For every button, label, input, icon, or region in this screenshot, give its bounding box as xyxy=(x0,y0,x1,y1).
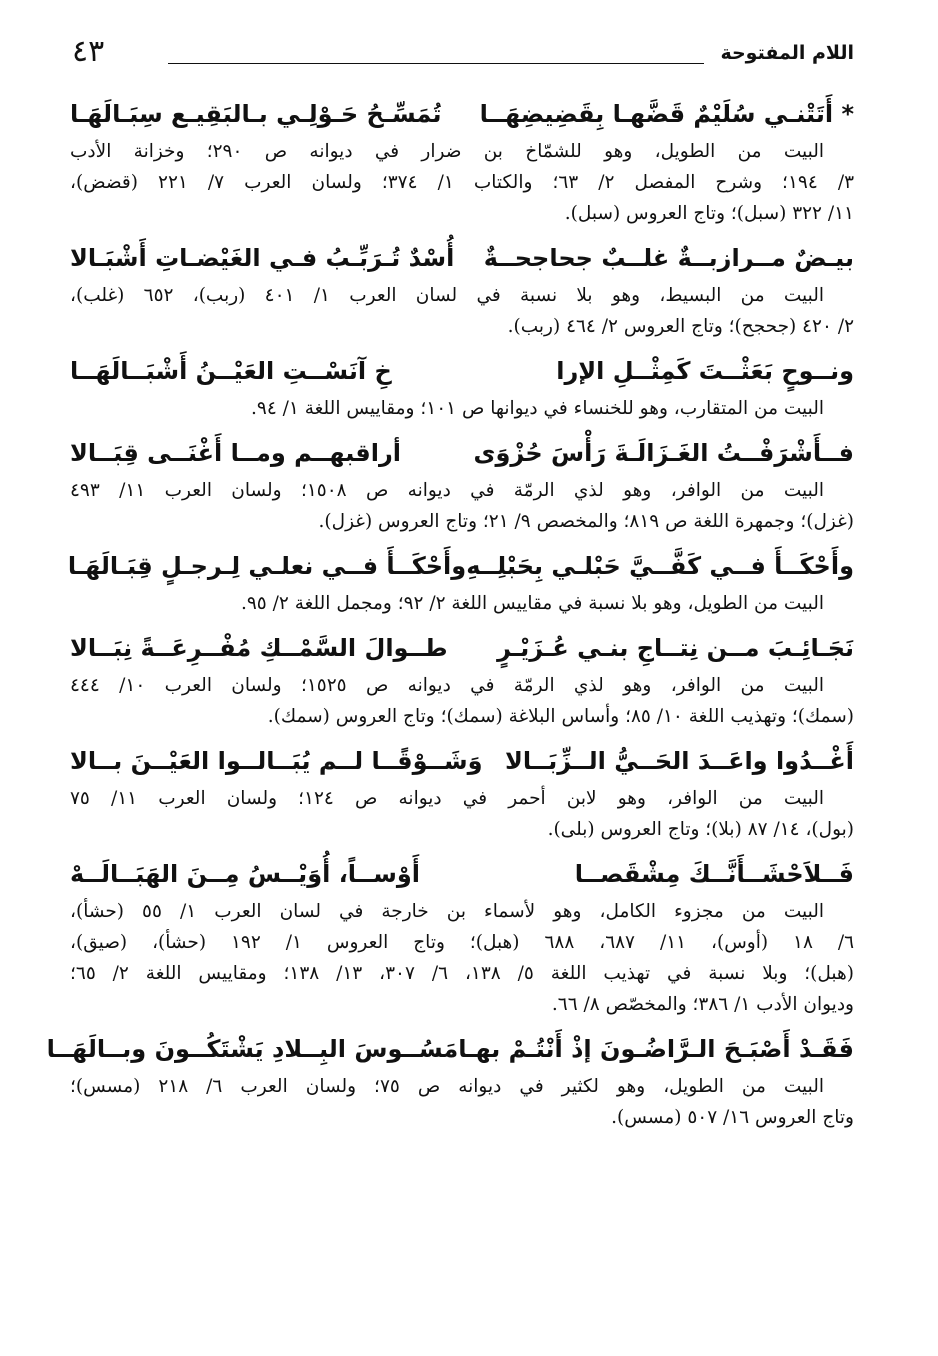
note-line: البيت من الطويل، وهو لكثير في ديوانه ص ٧٥؛ ولسان العرب ٦/ ٢١٨ (مسس)؛ xyxy=(70,1076,824,1097)
note-line: (هبل)؛ وبلا نسبة في تهذيب اللغة ٥/ ١٣٨، ٦/ ٣٠٧، ١٣/ ١٣٨؛ ومقاييس اللغة ٢/ ٦٥؛ xyxy=(70,963,854,984)
note-line: البيت من الطويل، وهو للشمّاخ بن ضرار في ديوانه ص ٢٩٠؛ وخزانة الأدب xyxy=(70,141,824,162)
verse-note xyxy=(70,1071,854,1133)
note-line: ١١/ ٣٢٢ (سبل)؛ وتاج العروس (سبل). xyxy=(564,203,854,224)
verse-note xyxy=(70,475,854,537)
note-line: وديوان الأدب ١/ ٣٨٦؛ والمخصّص ٨/ ٦٦. xyxy=(551,994,854,1015)
second-hemistich: طــوالَ السَّمْــكِ مُفْــرِعَــةً نِبَــالا xyxy=(70,634,448,662)
poetry-entry xyxy=(46,1029,854,1133)
second-hemistich: أَوْســاً، أُوَيْــسُ مِــنَ الهَبَــالَــهْ xyxy=(70,860,420,888)
first-hemistich: بيـضٌ مــرازبــةٌ غلــبٌ جحاجحــةٌ xyxy=(483,244,854,272)
verse-line xyxy=(70,94,854,134)
note-line: ٦/ ١٨ (أوس)، ١١/ ٦٨٧، ٦٨٨ (هبل)؛ وتاج العروس ١/ ١٩٢ (حشأ)، (صيق)، xyxy=(70,932,855,953)
page-body xyxy=(46,94,855,1142)
first-hemistich: نَجَـائِـبَ مــن نِتــاجِ بنـي عُـزَيْـرٍ xyxy=(497,634,854,662)
note-line: ٢/ ٤٢٠ (جحجح)؛ وتاج العروس ٢/ ٤٦٤ (ربب). xyxy=(507,316,854,337)
second-hemistich: أُسْدٌ تُـرَبِّـبُ فـي الغَيْضـاتِ أَشْبَـالا xyxy=(70,244,455,272)
poetry-entry xyxy=(70,741,854,845)
running-header xyxy=(60,36,854,76)
verse-note xyxy=(70,136,854,229)
verse-line xyxy=(46,1029,854,1069)
first-hemistich: وأَحْكَــأَ فــي كَفَّــيَّ حَبْلـي بِحَبْلِــهِ xyxy=(466,552,854,580)
second-hemistich: مَسُــوسَ البِــلادِ يَشْتَكُــونَ وبــالَهَــا xyxy=(46,1035,459,1063)
note-line: البيت من الوافر، وهو لذي الرمّة في ديوانه ص ١٥٠٨؛ ولسان العرب ١١/ ٤٩٣ xyxy=(70,480,824,501)
verse-note xyxy=(70,670,854,732)
note-line: (سمك)؛ وتهذيب اللغة ١٠/ ٨٥؛ وأساس البلاغة (سمك)؛ وتاج العروس (سمك). xyxy=(267,706,854,727)
first-hemistich: * أَتَتْنـي سُلَيْمٌ قَضَّهـا بِقَضِيضِهَــا xyxy=(479,100,854,128)
second-hemistich: أراقبهــم ومــا أَغْنَــى قِبَــالا xyxy=(70,439,402,467)
poetry-entry xyxy=(70,854,854,1020)
verse-note xyxy=(70,588,854,619)
first-hemistich: فَقَـدْ أَصْبَـحَ الـرَّاضُـونَ إذْ أَنْتُـمْ بهـا xyxy=(458,1035,854,1063)
poetry-entry xyxy=(70,433,854,537)
verse-line xyxy=(70,351,854,391)
verse-line xyxy=(70,741,854,781)
poetry-entry xyxy=(67,546,854,619)
verse-line xyxy=(70,433,854,473)
page-number: ٤٣ xyxy=(72,34,105,69)
second-hemistich: خِ آنَسْــتِ العَيْــنُ أَشْبَــالَهَــا xyxy=(70,357,392,385)
second-hemistich: وأَحْكَــأَ فــي نعلـي لِـرجـلٍ قِبَـالَهَـا xyxy=(67,552,467,580)
poetry-entry xyxy=(70,238,854,342)
verse-note xyxy=(70,393,854,424)
first-hemistich: أَغْــدُوا واعَــدَ الحَــيُّ الــزِّبَــالا xyxy=(504,747,854,775)
verse-note xyxy=(70,783,854,845)
verse-note xyxy=(70,896,854,1020)
poetry-entry xyxy=(70,94,854,229)
running-title: اللام المفتوحة xyxy=(720,42,854,64)
verse-line xyxy=(70,854,854,894)
note-line: ٣/ ١٩٤؛ وشرح المفصل ٢/ ٦٣؛ والكتاب ١/ ٣٧٤؛ ولسان العرب ٧/ ٢٢١ (قضض)، xyxy=(70,172,854,193)
note-line: البيت من المتقارب، وهو للخنساء في ديوانها ص ١٠١؛ ومقاييس اللغة ١/ ٩٤. xyxy=(251,398,824,419)
poetry-entry xyxy=(70,628,854,732)
second-hemistich: وَشَــوْقًــا لــم يُبَــالــوا العَيْــنَ بــالا xyxy=(70,747,483,775)
note-line: البيت من الوافر، وهو لابن أحمر في ديوانه ص ١٢٤؛ ولسان العرب ١١/ ٧٥ xyxy=(70,788,824,809)
note-line: البيت من البسيط، وهو بلا نسبة في لسان العرب ١/ ٤٠١ (ربب)، ٦٥٢ (غلب)، xyxy=(70,285,824,306)
verse-line xyxy=(70,238,854,278)
note-line: البيت من الوافر، وهو لذي الرمّة في ديوانه ص ١٥٢٥؛ ولسان العرب ١٠/ ٤٤٤ xyxy=(70,675,824,696)
first-hemistich: ونــوحٍ بَعَثْــتَ كَمِثْــلِ الإرا xyxy=(556,357,854,385)
header-rule xyxy=(168,63,704,64)
first-hemistich: فــأَشْرَفْــتُ الغَـزَالَـةَ رَأْسَ حُزْوَى xyxy=(473,439,854,467)
poetry-entry xyxy=(70,351,854,424)
verse-note xyxy=(70,280,854,342)
second-hemistich: تُمَسِّـحُ حَـوْلِـي بـالبَقِيـع سِبَـالَهَـا xyxy=(70,100,442,128)
verse-line xyxy=(70,628,854,668)
note-line: (بول)، ١٤/ ٨٧ (بلا)؛ وتاج العروس (بلى). xyxy=(547,819,854,840)
note-line: البيت من مجزوء الكامل، وهو لأسماء بن خارجة في لسان العرب ١/ ٥٥ (حشأ)، xyxy=(70,901,824,922)
first-hemistich: فَــلاَحْشَــأَنَّــكَ مِشْقَصــا xyxy=(574,860,854,888)
note-line: البيت من الطويل، وهو بلا نسبة في مقاييس اللغة ٢/ ٩٢؛ ومجمل اللغة ٢/ ٩٥. xyxy=(240,593,824,614)
note-line: (غزل)؛ وجمهرة اللغة ص ٨١٩؛ والمخصص ٩/ ٢١؛ وتاج العروس (غزل). xyxy=(318,511,854,532)
note-line: وتاج العروس ١٦/ ٥٠٧ (مسس). xyxy=(611,1107,854,1128)
verse-line xyxy=(67,546,854,586)
